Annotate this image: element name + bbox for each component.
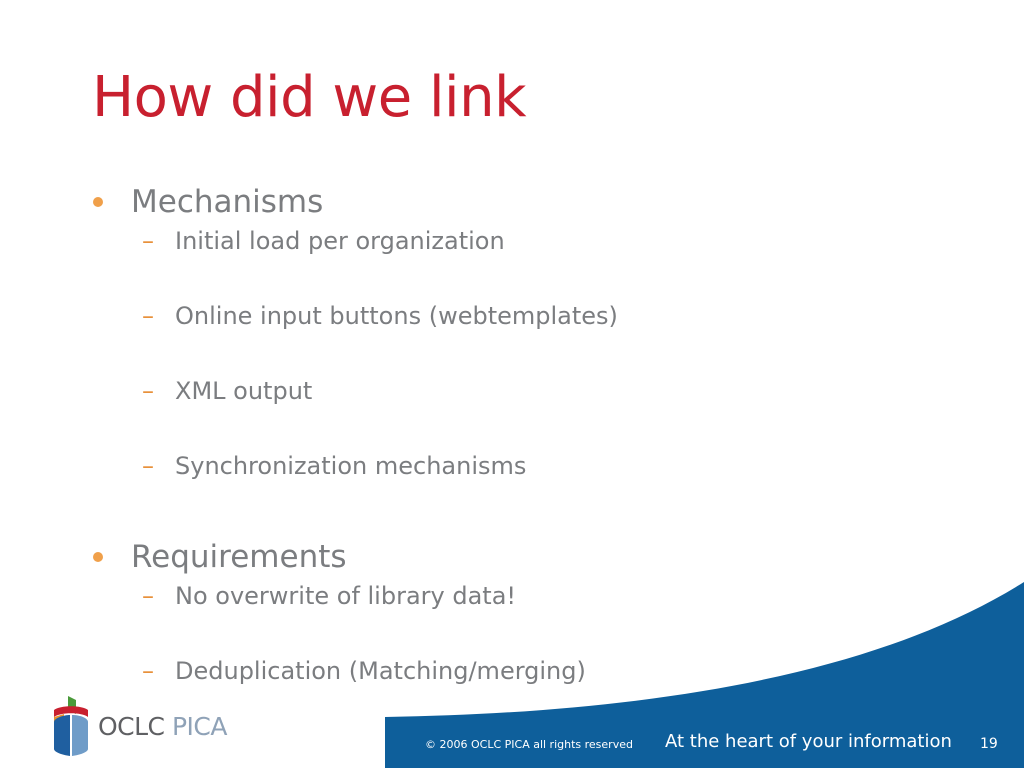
logo-wordmark xyxy=(98,712,227,742)
logo-pica-text: PICA xyxy=(171,712,227,741)
sub-bullet-label: Initial load per organization xyxy=(175,227,505,255)
sub-bullet-label: Online input buttons (webtemplates) xyxy=(175,302,618,330)
page-number: 19 xyxy=(980,736,998,752)
sub-bullet-item xyxy=(90,449,790,535)
bullet-list xyxy=(90,180,790,729)
copyright-notice: © 2006 OCLC PICA all rights reserved xyxy=(425,738,633,751)
sub-bullet-label: Synchronization mechanisms xyxy=(175,452,527,480)
sub-bullet-item xyxy=(90,374,790,449)
dash-icon: – xyxy=(142,227,154,255)
footer-tagline: At the heart of your information xyxy=(665,731,952,752)
bullet-label: Requirements xyxy=(131,539,347,575)
dash-icon: – xyxy=(142,452,154,480)
sub-bullet-label: Deduplication (Matching/merging) xyxy=(175,657,586,685)
oclc-pica-logo xyxy=(50,694,240,758)
sub-bullet-label: No overwrite of library data! xyxy=(175,582,517,610)
sub-bullet-item xyxy=(90,224,790,299)
sub-bullet-item xyxy=(90,579,790,654)
bullet-item-mechanisms xyxy=(90,180,790,224)
slide-title: How did we link xyxy=(92,65,527,130)
dash-icon: – xyxy=(142,582,154,610)
bullet-dot-icon xyxy=(93,552,103,562)
cylinder-logo-icon xyxy=(50,694,92,758)
dash-icon: – xyxy=(142,377,154,405)
bullet-label: Mechanisms xyxy=(131,184,324,220)
sub-bullet-label: XML output xyxy=(175,377,313,405)
bullet-dot-icon xyxy=(93,197,103,207)
sub-bullet-item xyxy=(90,299,790,374)
bullet-item-requirements xyxy=(90,535,790,579)
dash-icon: – xyxy=(142,657,154,685)
logo-oclc-text: OCLC xyxy=(98,712,165,741)
dash-icon: – xyxy=(142,302,154,330)
